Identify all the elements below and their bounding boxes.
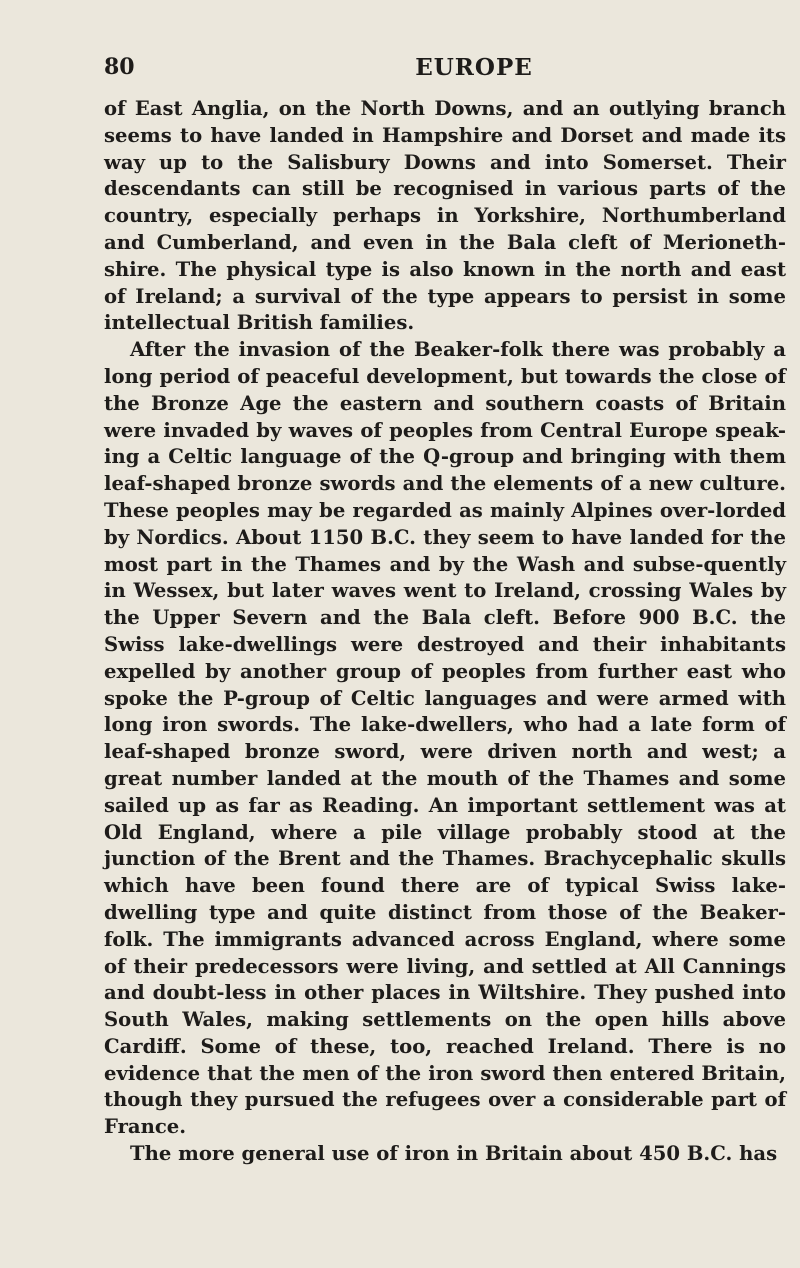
page-header: [104, 54, 784, 90]
body-text: [104, 96, 786, 1168]
running-head: EUROPE: [415, 54, 533, 81]
paragraph-1: of East Anglia, on the North Downs, and an outlying branch seems to have landed in Hampshire and Dorset and made its way up to the Salisbury Downs and into Somerset. Their descendants can still be recognised in various parts of the country, especially perhaps in Yorkshire, Northumberland and Cumberland, and even in the Bala cleft of Merioneth-shire. The physical type is also known in the north and east of Ireland; a survival of the type appears to persist in some intellectual British families.: [104, 97, 786, 335]
paragraph-3: The more general use of iron in Britain about 450 B.C. has: [130, 1142, 778, 1166]
page-number: 80: [104, 54, 135, 80]
paragraph-2: After the invasion of the Beaker-folk there was probably a long period of peaceful development, but towards the close of the Bronze Age the eastern and southern coasts of Britain were invaded by waves of peoples from Central Europe speak-ing a Celtic language of the Q-group and bringing with them leaf-shaped bronze swords and the elements of a new culture. These peoples may be regarded as mainly Alpines over-lorded by Nordics. About 1150 B.C. they seem to have landed for the most part in the Thames and by the Wash and subse-quently in Wessex, but later waves went to Ireland, crossing Wales by the Upper Severn and the Bala cleft. Before 900 B.C. the Swiss lake-dwellings were destroyed and their inhabitants expelled by another group of peoples from further east who spoke the P-group of Celtic languages and were armed with long iron swords. The lake-dwellers, who had a late form of leaf-shaped bronze sword, were driven north and west; a great number landed at the mouth of the Thames and some sailed up as far as Reading. An important settlement was at Old England, where a pile village probably stood at the junction of the Brent and the Thames. Brachycephalic skulls which have been found there are of typical Swiss lake-dwelling type and quite distinct from those of the Beaker-folk. The immigrants advanced across England, where some of their predecessors were living, and settled at All Cannings and doubt-less in other places in Wiltshire. They pushed into South Wales, making settlements on the open hills above Cardiff. Some of these, too, reached Ireland. There is no evidence that the men of the iron sword then entered Britain, though they pursued the refugees over a considerable part of France.: [104, 338, 786, 1139]
